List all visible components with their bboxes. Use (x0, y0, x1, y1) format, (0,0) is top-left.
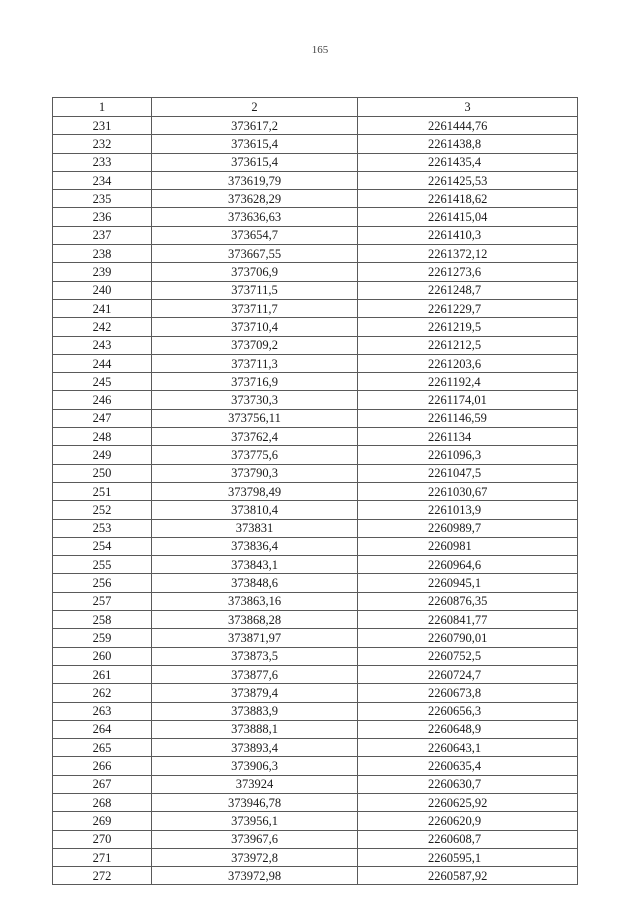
column-header-2: 2 (152, 98, 358, 117)
column-header-1: 1 (53, 98, 152, 117)
point-number-cell: 262 (53, 684, 152, 702)
x-coordinate-cell: 373667,55 (152, 245, 358, 263)
y-coordinate-cell: 2260724,7 (358, 665, 578, 683)
point-number-cell: 245 (53, 373, 152, 391)
y-coordinate-cell: 2260648,9 (358, 720, 578, 738)
y-coordinate-cell: 2260625,92 (358, 793, 578, 811)
table-row (53, 226, 578, 244)
y-coordinate-cell: 2260673,8 (358, 684, 578, 702)
y-coordinate-cell: 2261418,62 (358, 190, 578, 208)
x-coordinate-cell: 373711,3 (152, 354, 358, 372)
y-coordinate-cell: 2261410,3 (358, 226, 578, 244)
y-coordinate-cell: 2260841,77 (358, 611, 578, 629)
point-number-cell: 254 (53, 537, 152, 555)
y-coordinate-cell: 2260635,4 (358, 757, 578, 775)
point-number-cell: 272 (53, 867, 152, 885)
header-row (53, 98, 578, 117)
point-number-cell: 248 (53, 428, 152, 446)
x-coordinate-cell: 373924 (152, 775, 358, 793)
table-row (53, 354, 578, 372)
table-row (53, 793, 578, 811)
x-coordinate-cell: 373706,9 (152, 263, 358, 281)
x-coordinate-cell: 373972,98 (152, 867, 358, 885)
point-number-cell: 259 (53, 629, 152, 647)
x-coordinate-cell: 373810,4 (152, 501, 358, 519)
column-header-3: 3 (358, 98, 578, 117)
y-coordinate-cell: 2261212,5 (358, 336, 578, 354)
point-number-cell: 253 (53, 519, 152, 537)
x-coordinate-cell: 373863,16 (152, 592, 358, 610)
x-coordinate-cell: 373798,49 (152, 482, 358, 500)
x-coordinate-cell: 373879,4 (152, 684, 358, 702)
table-row (53, 135, 578, 153)
table-row (53, 428, 578, 446)
table-row (53, 482, 578, 500)
table-header (53, 98, 578, 117)
point-number-cell: 238 (53, 245, 152, 263)
point-number-cell: 269 (53, 812, 152, 830)
x-coordinate-cell: 373906,3 (152, 757, 358, 775)
x-coordinate-cell: 373619,79 (152, 171, 358, 189)
point-number-cell: 268 (53, 793, 152, 811)
table-row (53, 391, 578, 409)
table-row (53, 519, 578, 537)
table-row (53, 867, 578, 885)
x-coordinate-cell: 373628,29 (152, 190, 358, 208)
y-coordinate-cell: 2261174,01 (358, 391, 578, 409)
point-number-cell: 242 (53, 318, 152, 336)
y-coordinate-cell: 2260643,1 (358, 739, 578, 757)
point-number-cell: 264 (53, 720, 152, 738)
x-coordinate-cell: 373710,4 (152, 318, 358, 336)
point-number-cell: 240 (53, 281, 152, 299)
table-row (53, 665, 578, 683)
y-coordinate-cell: 2261030,67 (358, 482, 578, 500)
x-coordinate-cell: 373615,4 (152, 135, 358, 153)
point-number-cell: 243 (53, 336, 152, 354)
table-row (53, 629, 578, 647)
table-row (53, 720, 578, 738)
x-coordinate-cell: 373636,63 (152, 208, 358, 226)
table-row (53, 757, 578, 775)
x-coordinate-cell: 373946,78 (152, 793, 358, 811)
point-number-cell: 250 (53, 464, 152, 482)
y-coordinate-cell: 2261273,6 (358, 263, 578, 281)
x-coordinate-cell: 373711,5 (152, 281, 358, 299)
y-coordinate-cell: 2261435,4 (358, 153, 578, 171)
point-number-cell: 266 (53, 757, 152, 775)
point-number-cell: 271 (53, 848, 152, 866)
point-number-cell: 267 (53, 775, 152, 793)
table-row (53, 592, 578, 610)
y-coordinate-cell: 2261192,4 (358, 373, 578, 391)
y-coordinate-cell: 2260608,7 (358, 830, 578, 848)
table-row (53, 299, 578, 317)
y-coordinate-cell: 2261013,9 (358, 501, 578, 519)
table-row (53, 171, 578, 189)
table-row (53, 611, 578, 629)
x-coordinate-cell: 373775,6 (152, 446, 358, 464)
y-coordinate-cell: 2261415,04 (358, 208, 578, 226)
y-coordinate-cell: 2260989,7 (358, 519, 578, 537)
table-row (53, 848, 578, 866)
y-coordinate-cell: 2260620,9 (358, 812, 578, 830)
table-row (53, 245, 578, 263)
point-number-cell: 231 (53, 117, 152, 135)
table-row (53, 464, 578, 482)
page-number: 165 (311, 44, 329, 56)
y-coordinate-cell: 2260945,1 (358, 574, 578, 592)
y-coordinate-cell: 2260752,5 (358, 647, 578, 665)
x-coordinate-cell: 373972,8 (152, 848, 358, 866)
point-number-cell: 265 (53, 739, 152, 757)
y-coordinate-cell: 2260656,3 (358, 702, 578, 720)
x-coordinate-cell: 373762,4 (152, 428, 358, 446)
table-row (53, 501, 578, 519)
x-coordinate-cell: 373831 (152, 519, 358, 537)
x-coordinate-cell: 373843,1 (152, 556, 358, 574)
y-coordinate-cell: 2260790,01 (358, 629, 578, 647)
point-number-cell: 234 (53, 171, 152, 189)
x-coordinate-cell: 373615,4 (152, 153, 358, 171)
x-coordinate-cell: 373617,2 (152, 117, 358, 135)
x-coordinate-cell: 373967,6 (152, 830, 358, 848)
x-coordinate-cell: 373836,4 (152, 537, 358, 555)
table-row (53, 446, 578, 464)
point-number-cell: 232 (53, 135, 152, 153)
y-coordinate-cell: 2261219,5 (358, 318, 578, 336)
table-row (53, 647, 578, 665)
table-row (53, 373, 578, 391)
table-row (53, 318, 578, 336)
coordinates-table (52, 97, 578, 885)
point-number-cell: 255 (53, 556, 152, 574)
x-coordinate-cell: 373716,9 (152, 373, 358, 391)
x-coordinate-cell: 373888,1 (152, 720, 358, 738)
x-coordinate-cell: 373711,7 (152, 299, 358, 317)
y-coordinate-cell: 2261372,12 (358, 245, 578, 263)
point-number-cell: 251 (53, 482, 152, 500)
point-number-cell: 233 (53, 153, 152, 171)
y-coordinate-cell: 2261248,7 (358, 281, 578, 299)
table-row (53, 263, 578, 281)
point-number-cell: 249 (53, 446, 152, 464)
x-coordinate-cell: 373883,9 (152, 702, 358, 720)
point-number-cell: 260 (53, 647, 152, 665)
table-row (53, 684, 578, 702)
y-coordinate-cell: 2261425,53 (358, 171, 578, 189)
table-row (53, 812, 578, 830)
point-number-cell: 236 (53, 208, 152, 226)
x-coordinate-cell: 373654,7 (152, 226, 358, 244)
y-coordinate-cell: 2261444,76 (358, 117, 578, 135)
x-coordinate-cell: 373790,3 (152, 464, 358, 482)
point-number-cell: 261 (53, 665, 152, 683)
y-coordinate-cell: 2260964,6 (358, 556, 578, 574)
y-coordinate-cell: 2261146,59 (358, 409, 578, 427)
x-coordinate-cell: 373709,2 (152, 336, 358, 354)
point-number-cell: 241 (53, 299, 152, 317)
y-coordinate-cell: 2260595,1 (358, 848, 578, 866)
table-row (53, 574, 578, 592)
point-number-cell: 263 (53, 702, 152, 720)
table-row (53, 556, 578, 574)
y-coordinate-cell: 2261203,6 (358, 354, 578, 372)
point-number-cell: 256 (53, 574, 152, 592)
table-row (53, 281, 578, 299)
point-number-cell: 257 (53, 592, 152, 610)
table-row (53, 830, 578, 848)
table-row (53, 153, 578, 171)
y-coordinate-cell: 2260981 (358, 537, 578, 555)
y-coordinate-cell: 2261047,5 (358, 464, 578, 482)
point-number-cell: 244 (53, 354, 152, 372)
x-coordinate-cell: 373868,28 (152, 611, 358, 629)
x-coordinate-cell: 373730,3 (152, 391, 358, 409)
table-row (53, 190, 578, 208)
table-row (53, 739, 578, 757)
y-coordinate-cell: 2260587,92 (358, 867, 578, 885)
table-row (53, 537, 578, 555)
point-number-cell: 239 (53, 263, 152, 281)
table-row (53, 775, 578, 793)
table-row (53, 336, 578, 354)
x-coordinate-cell: 373848,6 (152, 574, 358, 592)
table-row (53, 117, 578, 135)
x-coordinate-cell: 373893,4 (152, 739, 358, 757)
x-coordinate-cell: 373956,1 (152, 812, 358, 830)
x-coordinate-cell: 373877,6 (152, 665, 358, 683)
table-body (53, 117, 578, 885)
x-coordinate-cell: 373871,97 (152, 629, 358, 647)
x-coordinate-cell: 373873,5 (152, 647, 358, 665)
y-coordinate-cell: 2260630,7 (358, 775, 578, 793)
y-coordinate-cell: 2260876,35 (358, 592, 578, 610)
table-row (53, 409, 578, 427)
point-number-cell: 235 (53, 190, 152, 208)
x-coordinate-cell: 373756,11 (152, 409, 358, 427)
y-coordinate-cell: 2261438,8 (358, 135, 578, 153)
point-number-cell: 270 (53, 830, 152, 848)
point-number-cell: 237 (53, 226, 152, 244)
point-number-cell: 252 (53, 501, 152, 519)
point-number-cell: 258 (53, 611, 152, 629)
point-number-cell: 246 (53, 391, 152, 409)
y-coordinate-cell: 2261096,3 (358, 446, 578, 464)
point-number-cell: 247 (53, 409, 152, 427)
y-coordinate-cell: 2261134 (358, 428, 578, 446)
table-row (53, 208, 578, 226)
y-coordinate-cell: 2261229,7 (358, 299, 578, 317)
table-row (53, 702, 578, 720)
